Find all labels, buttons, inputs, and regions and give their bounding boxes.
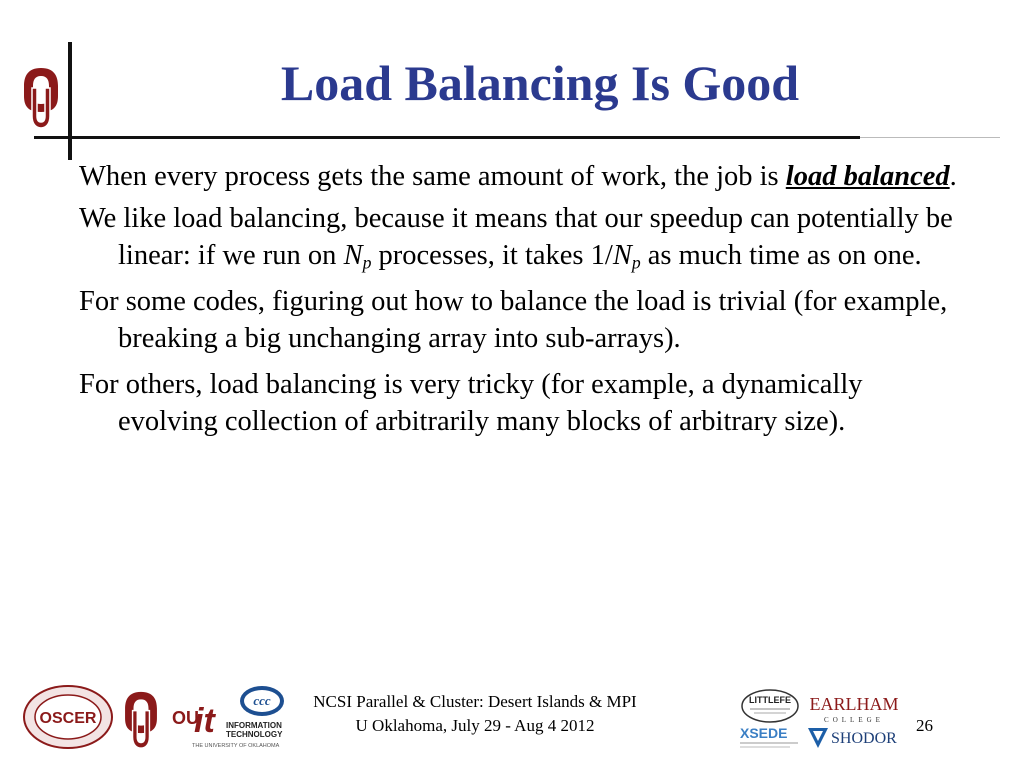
littlefe-logo-text: LITTLEFE bbox=[749, 695, 791, 705]
xsede-logo-text: XSEDE bbox=[740, 725, 788, 741]
xsede-logo-icon bbox=[738, 724, 808, 752]
slide-body bbox=[79, 158, 959, 449]
svg-text:OU: OU bbox=[172, 708, 199, 728]
earlham-college-logo-icon bbox=[806, 694, 902, 724]
ccc-logo-text: ccc bbox=[253, 693, 271, 708]
earlham-logo-text: EARLHAM bbox=[809, 694, 899, 714]
oscer-logo-text: OSCER bbox=[39, 710, 97, 727]
oscer-seal-logo-icon bbox=[22, 684, 114, 750]
littlefe-logo-icon bbox=[740, 688, 800, 724]
page-number: 26 bbox=[916, 716, 933, 735]
bullet-paragraph-1: When every process gets the same amount of work, the job is load balanced. bbox=[79, 161, 957, 192]
shodor-logo-text: SHODOR bbox=[831, 730, 897, 747]
slide-title: Load Balancing Is Good bbox=[280, 55, 800, 111]
ou-it-sub: THE UNIVERSITY OF OKLAHOMA bbox=[192, 743, 280, 749]
ou-it-line2: TECHNOLOGY bbox=[226, 730, 283, 739]
college-logo-text: COLLEGE bbox=[824, 716, 884, 724]
bullet-paragraph-3: For some codes, figuring out how to balance the load is trivial (for example, breaking a big unchanging array into sub-arrays). bbox=[79, 286, 948, 354]
title-vertical-rule bbox=[68, 42, 72, 160]
shodor-logo-icon bbox=[806, 724, 906, 750]
ou-it-line1: INFORMATION bbox=[226, 721, 282, 730]
bullet-paragraph-4: For others, load balancing is very tricky (for example, a dynamically evolving collection of arbitrarily many blocks of arbitrary size). bbox=[79, 369, 863, 437]
footer-line-2: U Oklahoma, July 29 - Aug 4 2012 bbox=[355, 716, 595, 735]
ou-footer-logo-icon bbox=[118, 690, 164, 750]
footer-caption bbox=[250, 690, 700, 738]
svg-text:it: it bbox=[194, 702, 215, 740]
title-horizontal-rule bbox=[34, 136, 860, 139]
ou-logo-icon bbox=[18, 66, 64, 130]
footer-line-1: NCSI Parallel & Cluster: Desert Islands & MPI bbox=[313, 692, 637, 711]
load-balanced-term: load balanced bbox=[785, 161, 950, 192]
title-rule-fade bbox=[860, 137, 1000, 138]
bullet-paragraph-2: We like load balancing, because it means that our speedup can potentially be linear: if we run on $N_p$ processes, it takes $1/N_p$ as much time as on one. bbox=[79, 203, 953, 273]
